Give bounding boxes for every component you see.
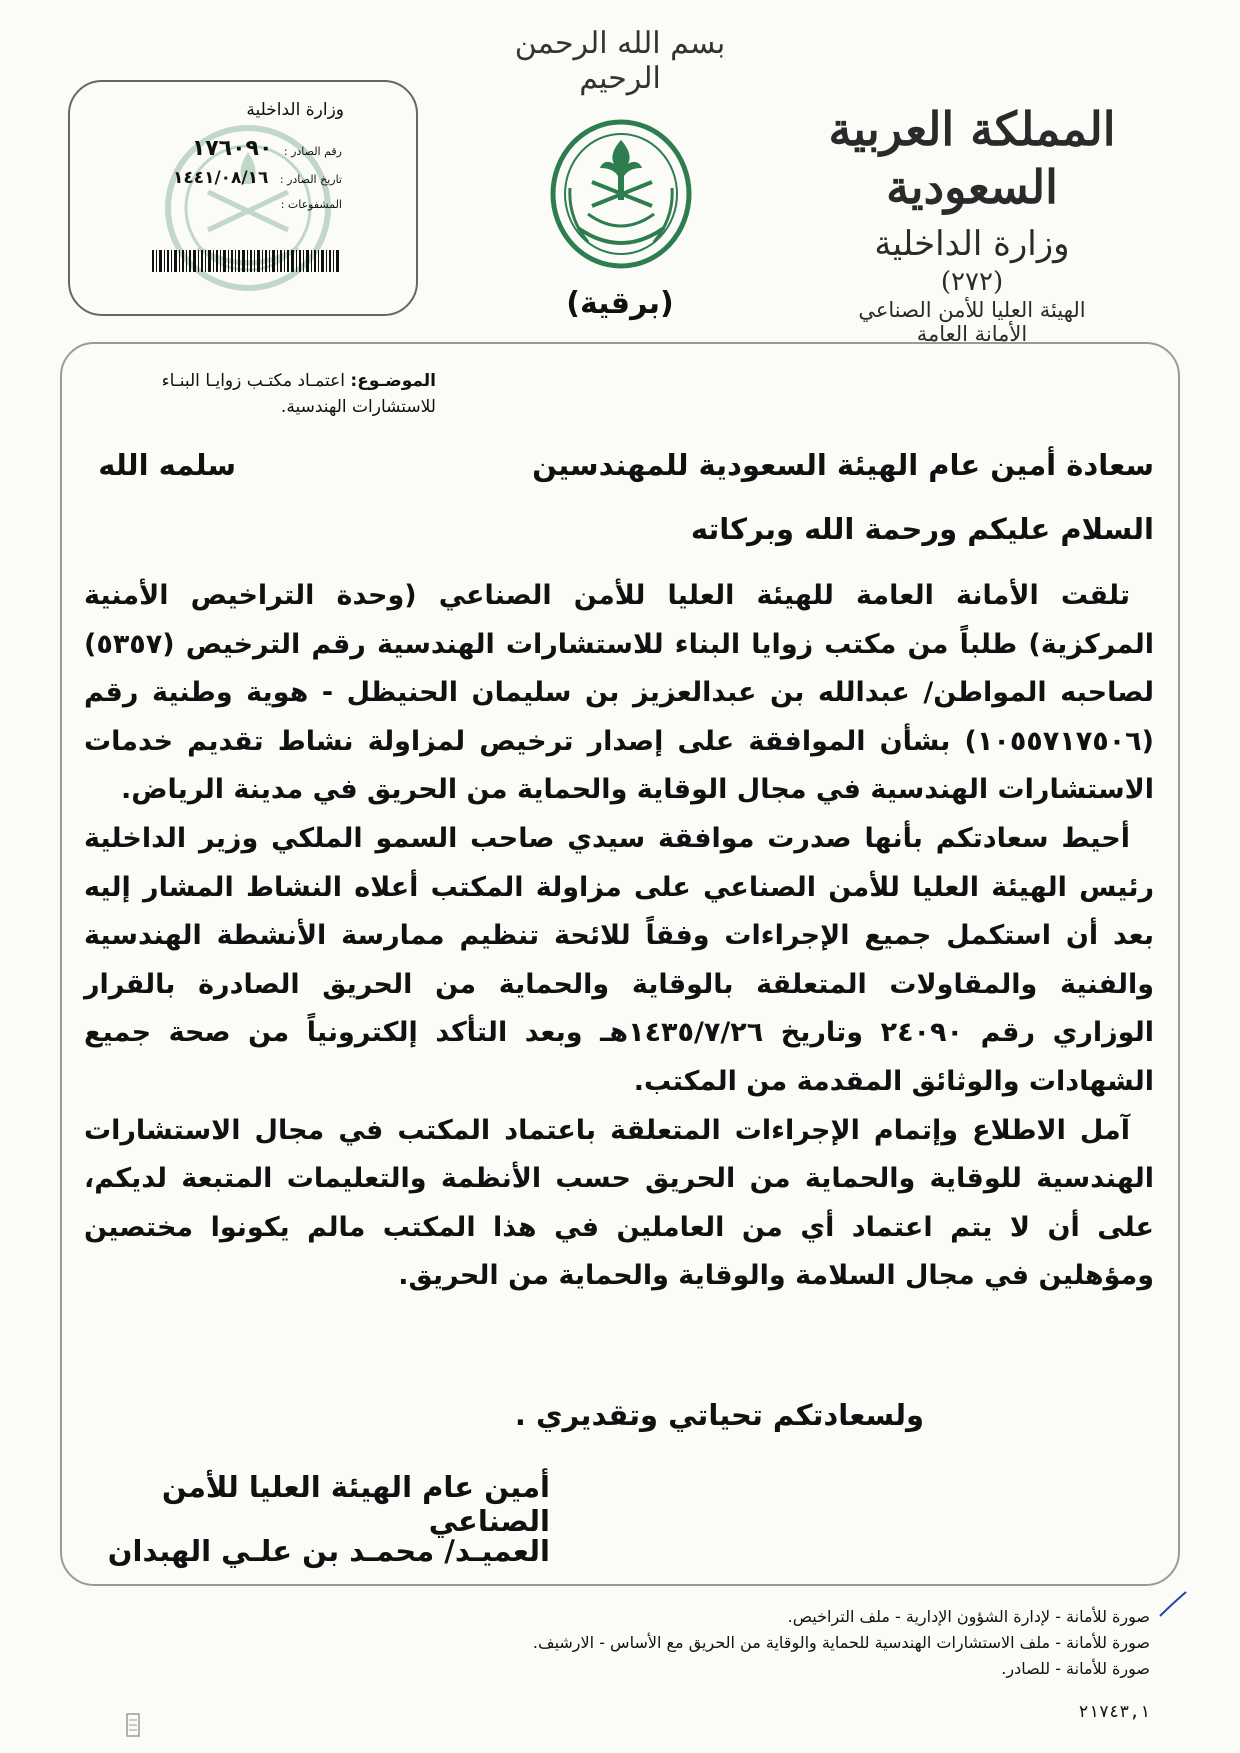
letter-body — [84, 572, 1154, 1301]
ministry-emblem-icon — [548, 118, 694, 270]
classification-label: (برقية) — [566, 286, 674, 321]
stamp-date-value: ١٤٤١/٠٨/١٦ — [172, 168, 269, 188]
body-paragraph-2: أحيط سعادتكم بأنها صدرت موافقة سيدي صاحب السمو الملكي وزير الداخلية رئيس الهيئة العليا للأمن الصناعي على مزاولة المكتب أعلاه النشاط المشار إليه بعد أن استكمل جميع الإجراءات وفقاً للائحة تنظيم ممارسة الأنشطة الهندسية والفنية والمقاولات المتعلقة بالوقاية والحماية من الحريق الصادرة بالقرار الوزاري رقم ٢٤٠٩٠ وتاريخ ١٤٣٥/٧/٢٦هـ وبعد التأكد إلكترونياً من صحة جميع الشهادات والوثائق المقدمة من المكتب. — [84, 822, 1154, 1097]
document-number: ٢١٧٤٣,١ — [1078, 1702, 1150, 1722]
subject-line-2: للاستشارات الهندسية. — [280, 397, 436, 417]
signatory-name: العميـد/ محمـد بن علـي الهبدان — [107, 1534, 550, 1568]
closing: ولسعادتكم تحياتي وتقديري . — [514, 1398, 924, 1432]
body-paragraph-1: تلقت الأمانة العامة للهيئة العليا للأمن الصناعي (وحدة التراخيص الأمنية المركزية) طلباً من مكتب زوايا البناء للاستشارات الهندسية رقم الترخيص (٥٣٥٧) لصاحبه المواطن/ عبدالله بن عبدالعزيز بن سليمان الحنيظل - هوية وطنية رقم (١٠٥٥٧١٧٥٠٦) بشأن الموافقة على إصدار ترخيص لمزاولة نشاط تقديم خدمات الاستشارات الهندسية في مجال الوقاية والحماية من الحريق في مدينة الرياض. — [84, 580, 1154, 806]
ministry-name: وزارة الداخلية — [874, 224, 1070, 264]
signatory-title: أمين عام الهيئة العليا للأمن الصناعي — [161, 1470, 550, 1538]
copies-list — [250, 1604, 1150, 1682]
stamp-date-label: تاريخ الصادر : — [279, 173, 342, 186]
secretariat-name: الأمانة العامة — [916, 322, 1028, 346]
body-paragraph-3: آمل الاطلاع وإتمام الإجراءات المتعلقة باعتماد المكتب في مجال الاستشارات الهندسية للوقاية والحماية من الحريق حسب الأنظمة والتعليمات المتبعة لديكم، على أن لا يتم اعتماد أي من العاملين في هذا المكتب مالم يكونوا مختصين ومؤهلين في مجال السلامة والوقاية والحماية من الحريق. — [84, 1114, 1154, 1292]
letterhead — [782, 100, 1162, 346]
subject-line-1: اعتمـاد مكتـب زوايـا البنـاء — [161, 371, 346, 391]
barcode-icon — [152, 250, 340, 272]
copy-line-3: صورة للأمانة - للصادر. — [1001, 1659, 1150, 1678]
authority-name: الهيئة العليا للأمن الصناعي — [858, 298, 1086, 322]
addressee: سعادة أمين عام الهيئة السعودية للمهندسين — [532, 448, 1154, 482]
subject-block — [96, 368, 436, 420]
stamp-ministry: وزارة الداخلية — [246, 100, 344, 120]
stamp-date-row — [173, 168, 342, 188]
stamp-number-label: رقم الصادر : — [283, 145, 342, 158]
addressee-suffix: سلمه الله — [98, 448, 236, 482]
stamp-number-row — [192, 136, 342, 161]
stamp-number-value: ١٧٦٠٩٠ — [191, 136, 273, 161]
copy-line-1: صورة للأمانة - لإدارة الشؤون الإدارية - ملف التراخيص. — [787, 1607, 1150, 1626]
outgoing-stamp — [68, 80, 418, 316]
ministry-code: (٢٧٢) — [940, 267, 1004, 297]
stamp-attachments-row — [281, 198, 342, 211]
stamp-attachments-label: المشفوعات : — [280, 198, 342, 211]
kingdom-name: المملكة العربية السعودية — [828, 102, 1116, 214]
corner-mark-icon — [124, 1712, 142, 1738]
pen-mark-icon — [1158, 1590, 1188, 1620]
greeting: السلام عليكم ورحمة الله وبركاته — [690, 512, 1154, 546]
subject-label: الموضـوع: — [350, 371, 436, 391]
basmala: بسم الله الرحمن الرحيم — [514, 26, 726, 96]
copy-line-2: صورة للأمانة - ملف الاستشارات الهندسية للحماية والوقاية من الحريق مع الأساس - الارشيف. — [532, 1633, 1150, 1652]
